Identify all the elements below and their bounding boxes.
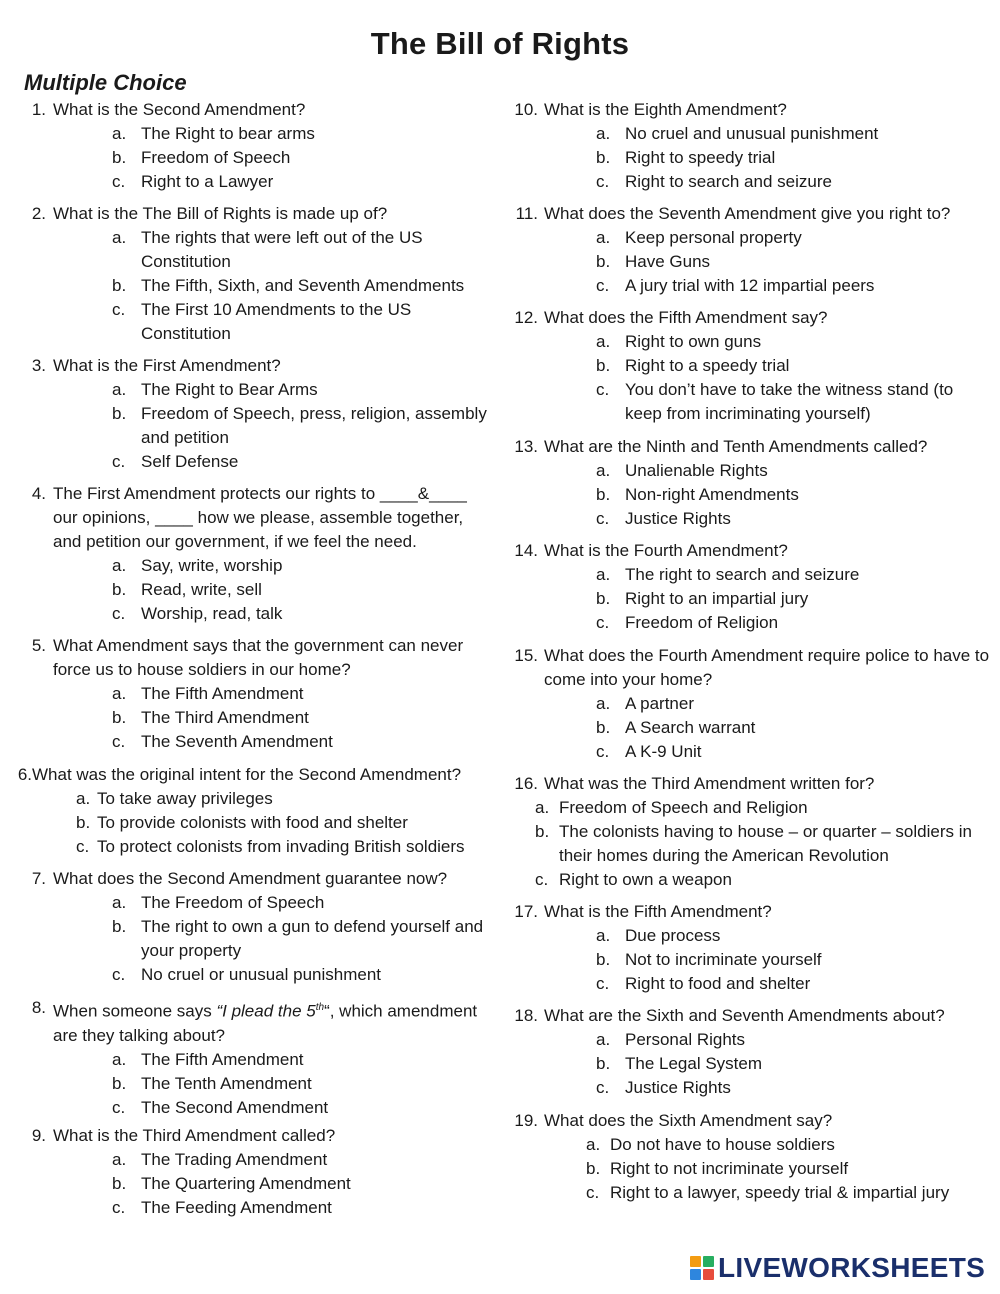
question-3 (20, 354, 490, 474)
question-text: What is the Third Amendment called? (53, 1126, 336, 1145)
option-b[interactable]: b. The colonists having to house – or quarter – soldiers in their homes during the American Revolution (535, 822, 972, 865)
question-text: What does the Seventh Amendment give you right to? (544, 204, 951, 223)
question-15 (512, 644, 990, 764)
option-b[interactable]: b. The Fifth, Sixth, and Seventh Amendments (112, 276, 465, 295)
question-9 (20, 1124, 490, 1220)
option-a[interactable]: a. The right to search and seizure (596, 565, 860, 584)
option-c[interactable]: c. Freedom of Religion (596, 613, 779, 632)
question-text: What are the Ninth and Tenth Amendments called? (544, 437, 928, 456)
option-a[interactable]: a. The Right to bear arms (112, 124, 315, 143)
option-c[interactable]: c. The Second Amendment (112, 1097, 329, 1117)
option-c[interactable]: c. Worship, read, talk (112, 604, 283, 623)
option-a[interactable]: a. The Fifth Amendment (112, 684, 304, 703)
option-b[interactable]: b. The right to own a gun to defend yourself and your property (112, 917, 484, 960)
option-a[interactable]: a. Due process (596, 926, 721, 945)
question-1 (20, 98, 490, 194)
page-title: The Bill of Rights (370, 26, 630, 61)
question-19 (512, 1109, 990, 1205)
question-12 (512, 306, 990, 426)
question-number: 6. (17, 765, 32, 784)
question-number: 13. (514, 437, 538, 456)
question-10 (512, 98, 990, 194)
question-text: What is the Eighth Amendment? (544, 100, 787, 119)
question-text: What does the Fourth Amendment require police to have to come into your home? (544, 646, 990, 689)
question-number: 12. (514, 308, 538, 327)
question-8 (20, 996, 490, 1120)
option-c[interactable]: c. Right to own a weapon (535, 870, 732, 889)
option-b[interactable]: b. Right to not incriminate yourself (586, 1159, 849, 1178)
option-c[interactable]: c. Right to a lawyer, speedy trial & impartial jury (586, 1183, 950, 1202)
question-number: 7. (31, 869, 46, 888)
option-a[interactable]: a. The Right to Bear Arms (112, 380, 318, 399)
option-c[interactable]: c. You don’t have to take the witness stand (to keep from incriminating yourself) (596, 380, 954, 423)
logo-text: LIVEWORKSHEETS (718, 1252, 986, 1283)
option-c[interactable]: c. Right to food and shelter (596, 974, 811, 993)
question-7 (20, 867, 490, 987)
question-6 (14, 763, 496, 859)
question-5 (20, 634, 490, 754)
question-number: 16. (514, 774, 538, 793)
question-11 (512, 202, 990, 298)
option-a[interactable]: a. The rights that were left out of the US Constitution (112, 228, 423, 271)
option-c[interactable]: c. No cruel or unusual punishment (112, 965, 382, 984)
section-heading: Multiple Choice (24, 70, 187, 95)
question-18 (512, 1004, 990, 1100)
question-4 (20, 482, 490, 626)
question-text: What does the Sixth Amendment say? (544, 1111, 833, 1130)
question-text: What is the The Bill of Rights is made up of? (53, 204, 388, 223)
question-number: 10. (514, 100, 538, 119)
question-number: 15. (514, 646, 538, 665)
option-a[interactable]: a. Do not have to house soldiers (586, 1135, 835, 1154)
option-b[interactable]: b. To provide colonists with food and shelter (76, 813, 408, 832)
option-c[interactable]: c. Justice Rights (596, 1078, 731, 1097)
question-text: What is the Second Amendment? (53, 100, 306, 119)
option-c[interactable]: c. Justice Rights (596, 509, 731, 528)
option-a[interactable]: a. A partner (596, 694, 694, 713)
question-text: What is the Fifth Amendment? (544, 902, 772, 921)
option-b[interactable]: b. Right to speedy trial (596, 148, 776, 167)
option-b[interactable]: b. Right to a speedy trial (596, 356, 790, 375)
option-b[interactable]: b. Right to an impartial jury (596, 589, 809, 608)
option-b[interactable]: b. A Search warrant (596, 718, 756, 737)
question-16 (512, 772, 990, 892)
option-c[interactable]: c. To protect colonists from invading British soldiers (76, 837, 465, 856)
question-2 (20, 202, 490, 346)
question-text: What Amendment says that the government can never force us to house soldiers in our home? (53, 636, 464, 679)
option-a[interactable]: a. Say, write, worship (112, 556, 283, 575)
option-c[interactable]: c. The First 10 Amendments to the US Constitution (112, 300, 412, 343)
question-text: When someone says “I plead the 5th“, which amendment are they talking about? (53, 1001, 478, 1045)
question-text: What is the First Amendment? (53, 356, 281, 375)
question-number: 18. (514, 1006, 538, 1025)
question-text: What does the Fifth Amendment say? (544, 308, 828, 327)
question-number: 1. (31, 100, 46, 119)
liveworksheets-logo[interactable] (690, 1252, 985, 1284)
question-text: What is the Fourth Amendment? (544, 541, 788, 560)
question-text: What was the original intent for the Second Amendment? (32, 765, 462, 784)
option-a[interactable]: a. Keep personal property (596, 228, 802, 247)
option-b[interactable]: b. Freedom of Speech (112, 148, 291, 167)
logo-mark-icon (690, 1256, 714, 1280)
option-a[interactable]: a. The Fifth Amendment (112, 1049, 304, 1069)
question-14 (512, 539, 990, 635)
option-a[interactable]: a. The Trading Amendment (112, 1150, 328, 1169)
option-a[interactable]: a. Personal Rights (596, 1030, 746, 1049)
option-b[interactable]: b. Read, write, sell (112, 580, 262, 599)
option-c[interactable]: c. Right to search and seizure (596, 172, 832, 191)
question-13 (512, 435, 990, 531)
question-number: 2. (31, 204, 46, 223)
question-text: What does the Second Amendment guarantee now? (53, 869, 448, 888)
question-number: 3. (31, 356, 46, 375)
option-c[interactable]: c. Right to a Lawyer (112, 172, 274, 191)
option-a[interactable]: a. Freedom of Speech and Religion (535, 798, 808, 817)
option-a[interactable]: a. To take away privileges (76, 789, 273, 808)
question-number: 17. (514, 902, 538, 921)
question-number: 19. (514, 1111, 538, 1130)
option-b[interactable]: b. Have Guns (596, 252, 711, 271)
question-number: 14. (514, 541, 538, 560)
question-number: 11. (515, 204, 538, 223)
question-number: 8. (31, 998, 46, 1017)
option-c[interactable]: c. The Seventh Amendment (112, 732, 333, 751)
option-a[interactable]: a. No cruel and unusual punishment (596, 124, 879, 143)
option-b[interactable]: b. The Third Amendment (112, 708, 309, 727)
option-a[interactable]: a. Right to own guns (596, 332, 762, 351)
option-b[interactable]: b. The Tenth Amendment (112, 1073, 312, 1093)
question-text: What are the Sixth and Seventh Amendments about? (544, 1006, 945, 1025)
option-c[interactable]: c. A K-9 Unit (596, 742, 702, 761)
question-number: 4. (31, 484, 46, 503)
option-a[interactable]: a. The Freedom of Speech (112, 893, 325, 912)
question-17 (512, 900, 990, 996)
option-b[interactable]: b. The Legal System (596, 1054, 763, 1073)
option-b[interactable]: b. Non-right Amendments (596, 485, 799, 504)
question-text: What was the Third Amendment written for? (544, 774, 875, 793)
question-number: 5. (31, 636, 46, 655)
question-number: 9. (31, 1126, 46, 1145)
option-b[interactable]: b. Freedom of Speech, press, religion, assembly and petition (112, 404, 487, 447)
option-c[interactable]: c. A jury trial with 12 impartial peers (596, 276, 875, 295)
option-b[interactable]: b. The Quartering Amendment (112, 1174, 351, 1193)
question-text: The First Amendment protects our rights to ____&____ our opinions, ____ how we please, assemble together, and petition our government, if we feel the need. (53, 484, 467, 551)
option-c[interactable]: c. Self Defense (112, 452, 239, 471)
option-b[interactable]: b. Not to incriminate yourself (596, 950, 822, 969)
option-a[interactable]: a. Unalienable Rights (596, 461, 768, 480)
option-c[interactable]: c. The Feeding Amendment (112, 1198, 332, 1217)
